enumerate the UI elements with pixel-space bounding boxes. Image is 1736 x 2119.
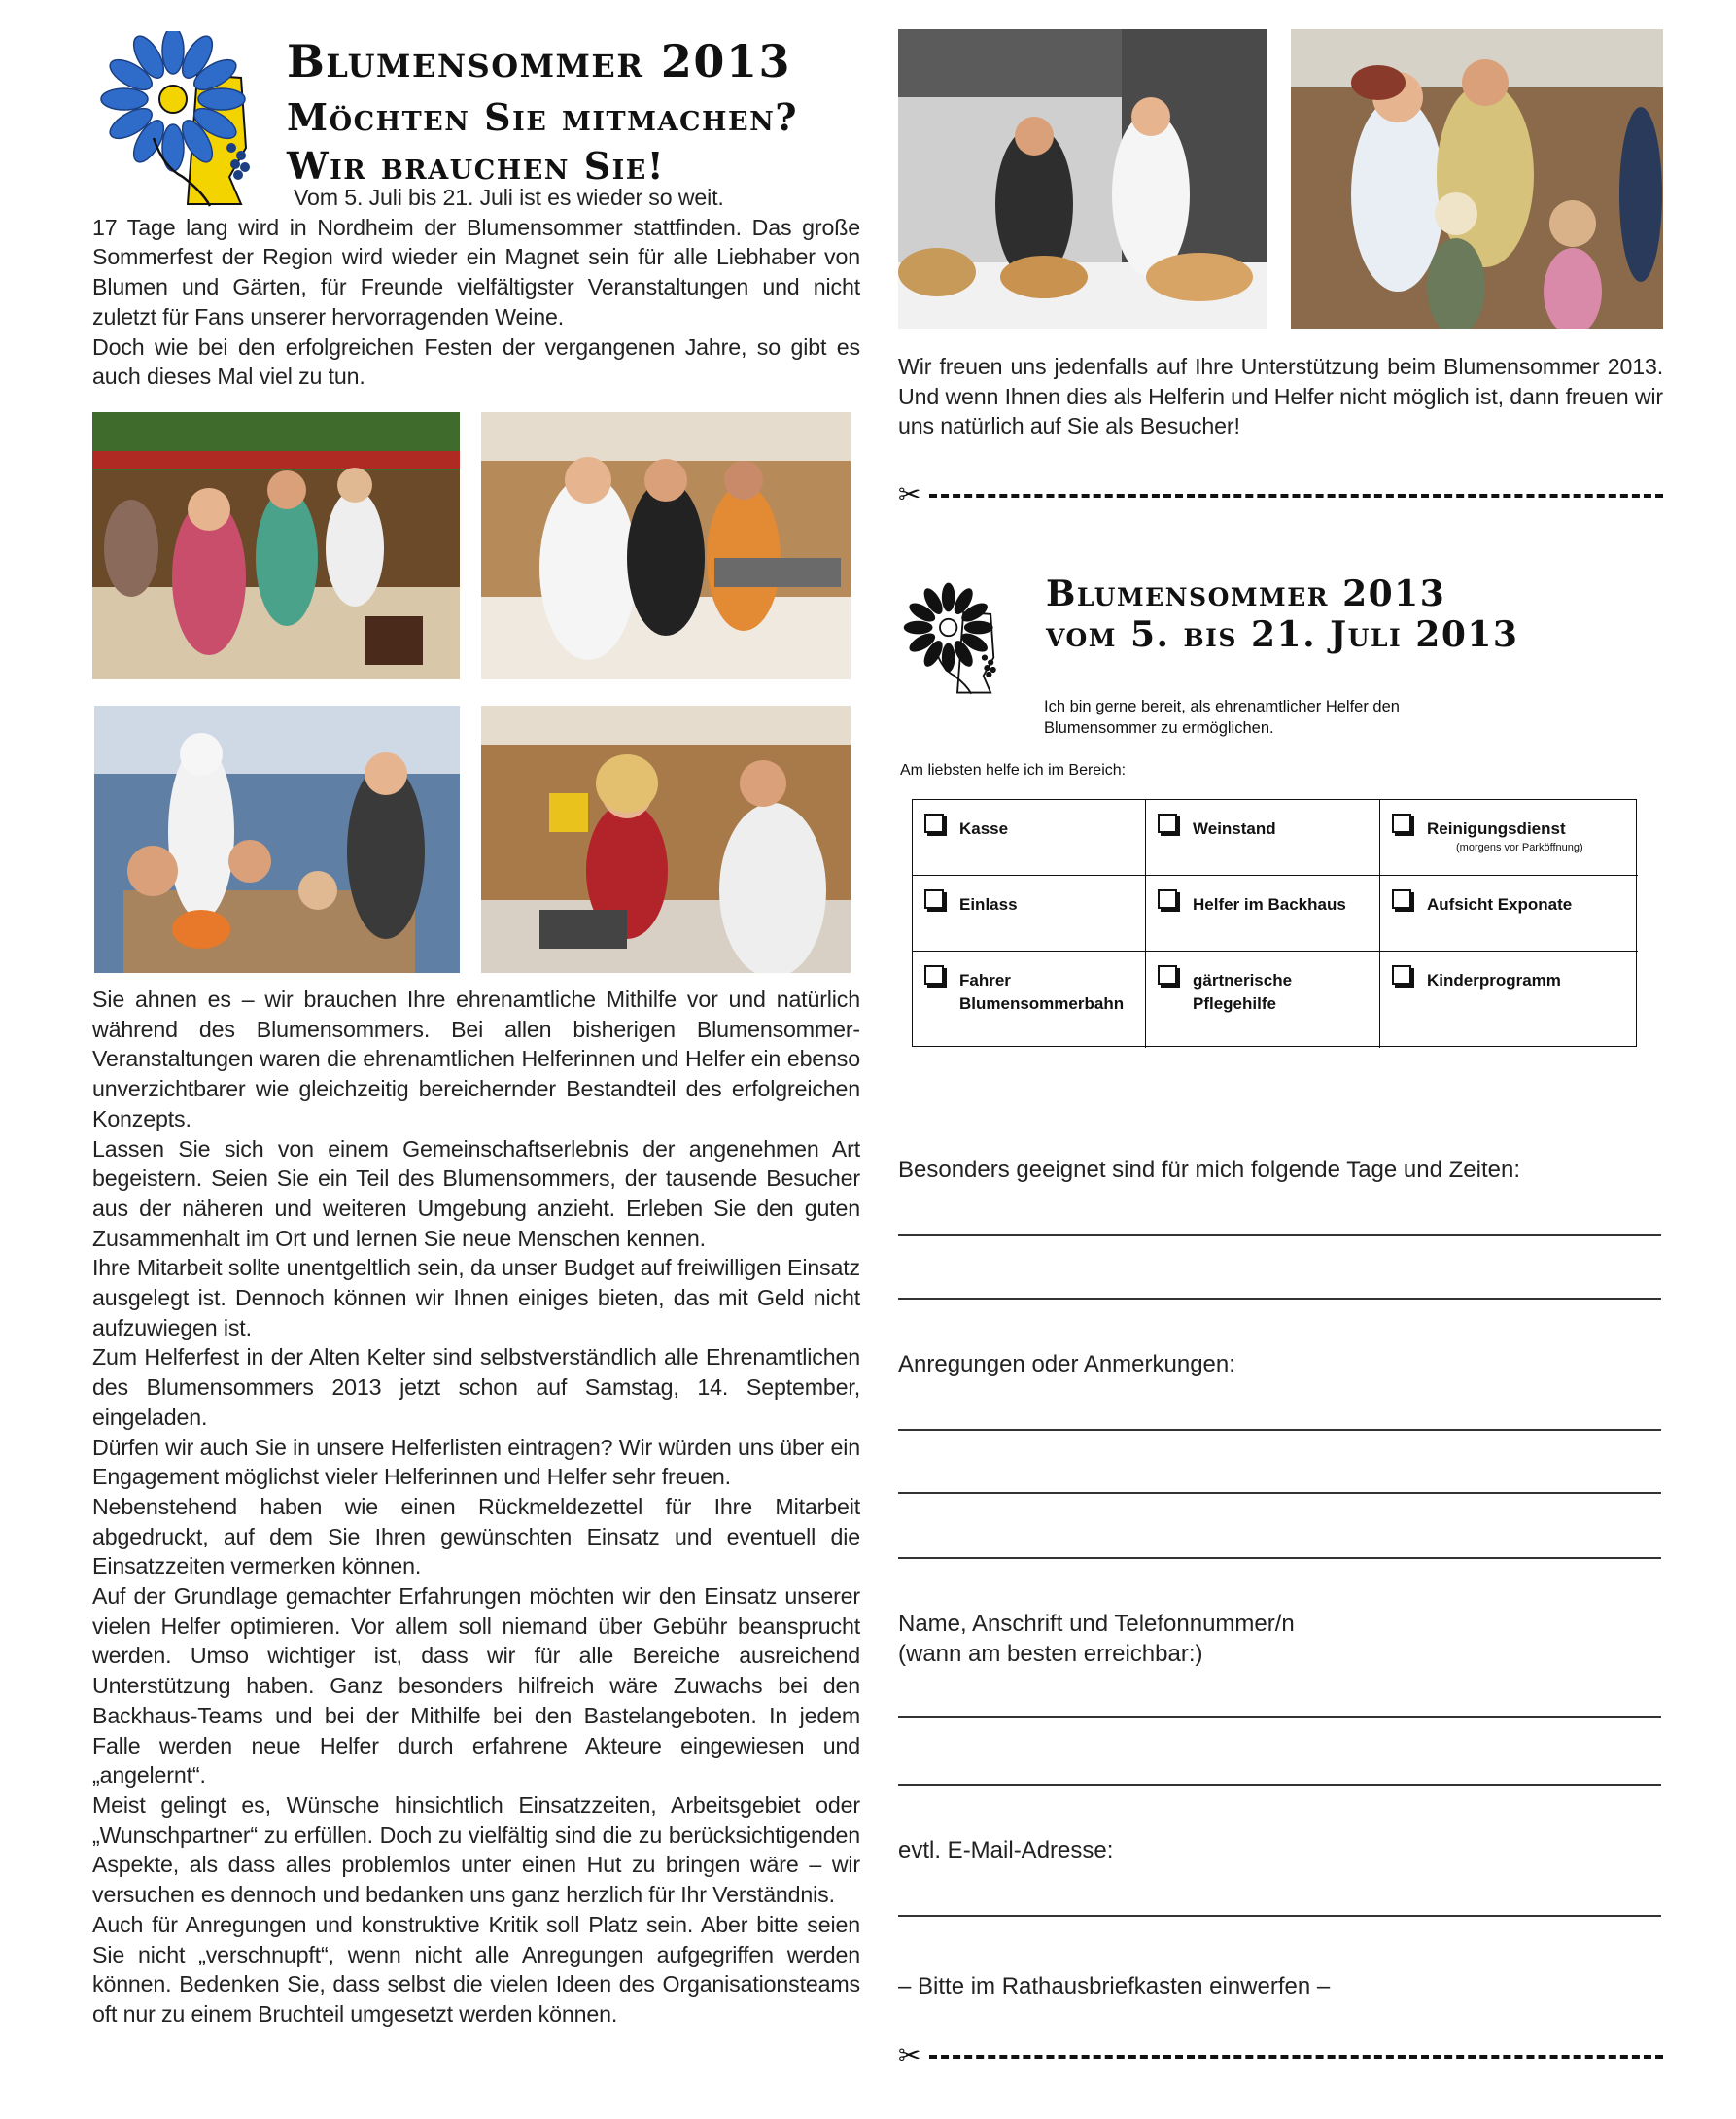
checkbox[interactable] (1392, 814, 1411, 833)
photo-wine-stand (92, 412, 460, 679)
photo-children-crafts (94, 706, 460, 973)
option-aufsicht-exponate[interactable] (1380, 876, 1638, 952)
area-label: Am liebsten helfe ich im Bereich: (900, 762, 1127, 779)
article-paragraph: Ihre Mitarbeit sollte unentgeltlich sein, da unser Budget auf freiwilligen Einsatz ausgelegt ist. Dennoch können wir Ihnen einiges bieten, das mit Geld nicht aufzuwiegen ist. (92, 1255, 860, 1340)
form-title: Blumensommer 2013 (1046, 573, 1446, 614)
option-gaertnerische-pflegehilfe[interactable] (1146, 952, 1380, 1048)
option-kasse[interactable] (913, 800, 1146, 876)
checkbox[interactable] (924, 965, 944, 985)
write-line-remarks-1[interactable] (898, 1429, 1661, 1431)
write-line-remarks-3[interactable] (898, 1557, 1661, 1559)
flower-face-logo-mono (900, 575, 1015, 707)
scissors-icon: ✂ (898, 478, 921, 510)
article-paragraph: Nebenstehend haben wie einen Rückmeldezettel für Ihre Mitarbeit abgedruckt, auf dem Sie Ihren gewünschten Einsatz und eventuell die Einsatzzeiten vermerken können. (92, 1493, 860, 1580)
article-paragraph: Zum Helferfest in der Alten Kelter sind selbstverständlich alle Ehrenamtlichen des Blumensommers 2013 jetzt schon auf Samstag, 14. September, eingeladen. (92, 1344, 860, 1430)
article-paragraph: Meist gelingt es, Wünsche hinsichtlich Einsatzzeiten, Arbeitsgebiet oder „Wunschpartner“ zu erfüllen. Doch zu vielfältig sind die zu berücksichtigenden Aspekte, als dass alles problemlos unter einen Hut zu bringen wäre – wir versuchen es dennoch und bedanken uns ganz herzlich für Ihr Verständnis. (92, 1791, 860, 1908)
article-intro (92, 183, 860, 392)
option-label: Kasse (959, 819, 1009, 838)
field-label-name-line1: Name, Anschrift und Telefonnummer/n (898, 1611, 1295, 1637)
checkbox[interactable] (1392, 965, 1411, 985)
article-paragraph: Auch für Anregungen und konstruktive Kritik soll Platz sein. Aber bitte seien Sie nicht „verschnupft“, wenn nicht alle Anregungen aufgegriffen werden können. Bedenken Sie, dass selbst die vielen Ideen des Organisationsteams oft nur zu einem Bruchteil umgesetzt werden können. (92, 1911, 860, 2027)
option-weinstand[interactable] (1146, 800, 1380, 876)
write-line-days-1[interactable] (898, 1234, 1661, 1236)
write-line-name-1[interactable] (898, 1716, 1661, 1718)
article-subtitle-line2: Wir brauchen Sie! (287, 144, 666, 188)
article-paragraph: Dürfen wir auch Sie in unsere Helferlisten eintragen? Wir würden uns über ein Engagement möglichst vieler Helferinnen und Helfer sehr freuen. (92, 1434, 860, 1490)
intro-last-paragraph: Doch wie bei den erfolgreichen Festen der vergangenen Jahre, so gibt es auch dieses Mal viel zu tun. (92, 333, 860, 390)
article-paragraph: Sie ahnen es – wir brauchen Ihre ehrenamtliche Mithilfe vor und natürlich während des Blumensommers. Bei allen bisherigen Blumensommer-Veranstaltungen waren die ehrenamtlichen Helferinnen und Helfer ein ebenso unverzichtbarer wie gleichzeitig bereichernder Bestandteil des erfolgreichen Konzepts. (92, 987, 860, 1131)
field-label-email: evtl. E-Mail-Adresse: (898, 1837, 1114, 1863)
photo-bakery-helpers (481, 412, 851, 679)
field-label-name (898, 1609, 1295, 1669)
form-intro-text: Wir freuen uns jedenfalls auf Ihre Unterstützung beim Blumensommer 2013. Und wenn Ihnen dies als Helferin und Helfer nicht möglich ist, dann freuen wir uns natürlich auf Sie als Besucher! (898, 354, 1663, 439)
write-line-email[interactable] (898, 1915, 1661, 1917)
write-line-name-2[interactable] (898, 1784, 1661, 1786)
helper-options-grid (912, 799, 1637, 1047)
field-label-remarks: Anregungen oder Anmerkungen: (898, 1351, 1235, 1377)
option-kinderprogramm[interactable] (1380, 952, 1638, 1048)
option-label: Reinigungsdienst (1427, 819, 1566, 838)
form-note: Ich bin gerne bereit, als ehrenamtlicher Helfer den Blumensommer zu ermöglichen. (1044, 698, 1400, 737)
scissors-icon: ✂ (898, 2039, 921, 2071)
option-sublabel: (morgens vor Parköffnung) (1456, 842, 1583, 853)
field-label-name-line2: (wann am besten erreichbar:) (898, 1641, 1203, 1667)
write-line-days-2[interactable] (898, 1298, 1661, 1300)
option-fahrer-blumensommerbahn[interactable] (913, 952, 1146, 1048)
photo-bread-stand (898, 29, 1267, 329)
checkbox[interactable] (924, 889, 944, 909)
cut-line-top (898, 478, 1663, 510)
form-subtitle: vom 5. bis 21. Juli 2013 (1046, 614, 1519, 655)
option-helfer-im-backhaus[interactable] (1146, 876, 1380, 952)
photo-cash-desk (481, 706, 851, 973)
intro-paragraph: 17 Tage lang wird in Nordheim der Blumensommer stattfinden. Das große Sommerfest der Region wird wieder ein Magnet sein für alle Liebhaber von Blumen und Gärten, für Freunde vielfältigster Veranstaltungen und nicht zuletzt für Fans unserer hervorragenden Weine. (92, 214, 860, 330)
checkbox[interactable] (924, 814, 944, 833)
article-body (92, 985, 860, 2030)
dashed-line (929, 494, 1663, 498)
dashed-line (929, 2055, 1663, 2059)
article-title: Blumensommer 2013 (287, 35, 791, 87)
article-paragraph: Auf der Grundlage gemachter Erfahrungen möchten wir den Einsatz unserer vielen Helfer optimieren. Vor allem soll niemand über Gebühr beansprucht werden. Umso wichtiger ist, dass wir für alle Bereiche ausreichend Unterstützung haben. Ganz besonders hilfreich wäre Zuwachs bei den Backhaus-Teams und bei der Mithilfe bei den Bastelangeboten. In jedem Falle werden neue Helfer durch erfahrene Akteure eingewiesen und „angelernt“. (92, 1583, 860, 1789)
checkbox[interactable] (1158, 965, 1177, 985)
option-label: Einlass (959, 895, 1018, 914)
option-label: Aufsicht Exponate (1427, 895, 1573, 914)
option-label: gärtnerische Pflegehilfe (1193, 971, 1293, 1013)
footer-note: – Bitte im Rathausbriefkasten einwerfen – (898, 1973, 1331, 1999)
checkbox[interactable] (1158, 889, 1177, 909)
option-reinigungsdienst[interactable] (1380, 800, 1638, 876)
article-paragraph: Lassen Sie sich von einem Gemeinschaftserlebnis der angenehmen Art begeistern. Seien Sie ein Teil des Blumensommers, der tausende Besucher aus der näheren und weiteren Umgebung anzieht. Erleben Sie den guten Zusammenhalt im Ort und lernen Sie neue Menschen kennen. (92, 1135, 860, 1251)
option-label: Helfer im Backhaus (1193, 895, 1346, 914)
article-subtitle-line1: Möchten Sie mitmachen? (287, 95, 799, 139)
field-label-days: Besonders geeignet sind für mich folgende Tage und Zeiten: (898, 1157, 1520, 1183)
intro-first-line: Vom 5. Juli bis 21. Juli ist es wieder so weit. (294, 185, 724, 210)
option-einlass[interactable] (913, 876, 1146, 952)
checkbox[interactable] (1392, 889, 1411, 909)
article-subtitle (287, 93, 798, 191)
write-line-remarks-2[interactable] (898, 1492, 1661, 1494)
option-label: Weinstand (1193, 819, 1276, 838)
checkbox[interactable] (1158, 814, 1177, 833)
photo-visitors (1291, 29, 1663, 329)
option-label: Kinderprogramm (1427, 971, 1561, 990)
option-label: Fahrer Blumensommerbahn (959, 971, 1125, 1013)
cut-line-bottom (898, 2039, 1663, 2071)
